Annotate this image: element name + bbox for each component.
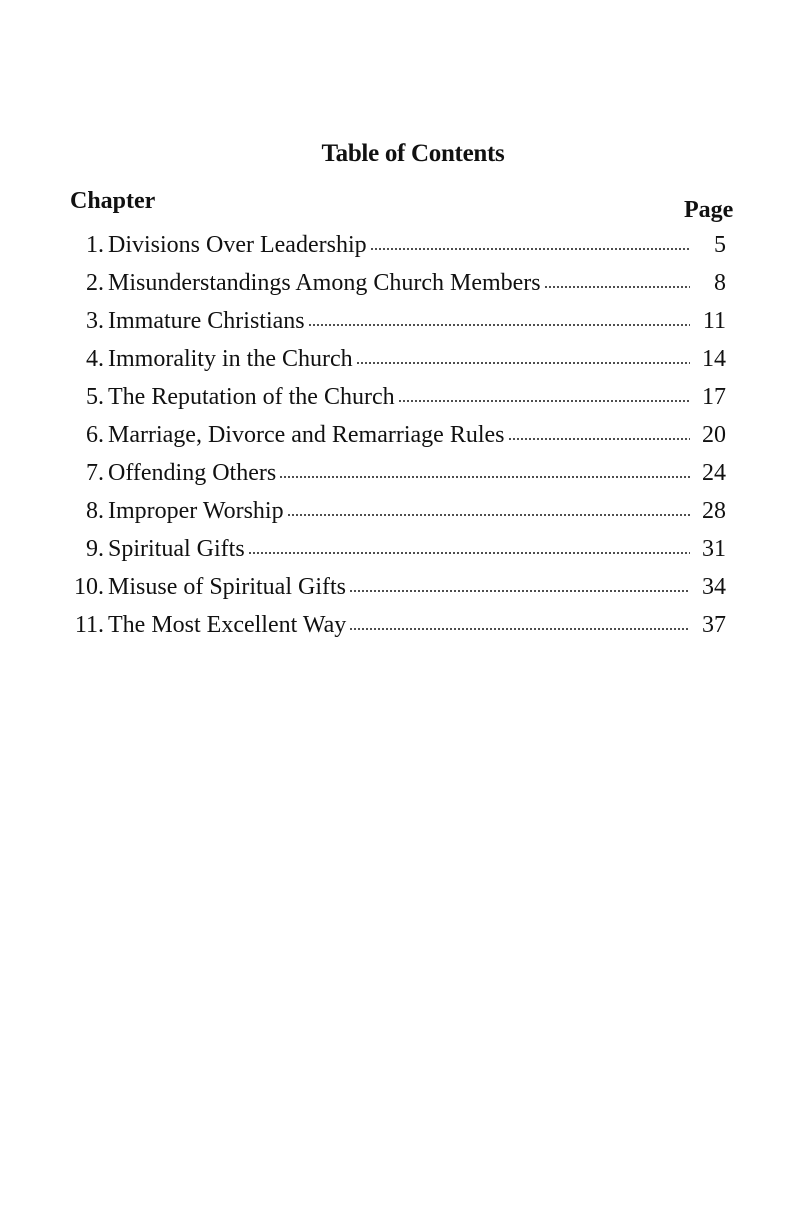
chapter-title: The Most Excellent Way — [108, 612, 347, 638]
toc-entry — [64, 226, 726, 264]
page-number: 11 — [702, 308, 726, 334]
chapter-title: Marriage, Divorce and Remarriage Rules — [108, 422, 505, 448]
page-column-header: Page — [684, 197, 734, 223]
dot-leader — [349, 588, 690, 594]
chapter-number: 1. — [86, 232, 104, 258]
page-number: 14 — [702, 346, 726, 372]
dot-leader — [370, 246, 690, 252]
chapter-number: 6. — [86, 422, 104, 448]
toc-entry — [64, 378, 726, 416]
page-number: 31 — [702, 536, 726, 562]
chapter-number: 11. — [74, 612, 104, 638]
chapter-number: 9. — [86, 536, 104, 562]
chapter-title: Spiritual Gifts — [108, 536, 245, 562]
toc-entry — [64, 264, 726, 302]
page-number: 20 — [702, 422, 726, 448]
chapter-title: Misuse of Spiritual Gifts — [108, 574, 346, 600]
chapter-title: Improper Worship — [108, 498, 284, 524]
page-number: 24 — [702, 460, 726, 486]
chapter-number: 2. — [86, 270, 104, 296]
dot-leader — [308, 322, 690, 328]
toc-entry — [64, 302, 726, 340]
chapter-title: Misunderstandings Among Church Members — [108, 270, 541, 296]
toc-entry — [64, 568, 726, 606]
dot-leader — [398, 398, 690, 404]
dot-leader — [279, 474, 690, 480]
chapter-title: The Reputation of the Church — [108, 384, 395, 410]
chapter-number: 7. — [86, 460, 104, 486]
chapter-number: 4. — [86, 346, 104, 372]
page-number: 17 — [702, 384, 726, 410]
chapter-title: Immorality in the Church — [108, 346, 353, 372]
page-number: 34 — [702, 574, 726, 600]
page-number: 37 — [702, 612, 726, 638]
dot-leader — [356, 360, 690, 366]
page-number: 8 — [714, 270, 726, 296]
chapter-title: Immature Christians — [108, 308, 305, 334]
page-number: 28 — [702, 498, 726, 524]
table-of-contents — [64, 226, 726, 644]
chapter-number: 3. — [86, 308, 104, 334]
page-number: 5 — [714, 232, 726, 258]
toc-entry — [64, 416, 726, 454]
toc-entry — [64, 492, 726, 530]
chapter-number: 10. — [74, 574, 104, 600]
dot-leader — [349, 626, 690, 632]
page-title: Table of Contents — [321, 140, 505, 167]
chapter-number: 8. — [86, 498, 104, 524]
toc-entry — [64, 606, 726, 644]
dot-leader — [508, 436, 690, 442]
dot-leader — [287, 512, 690, 518]
toc-entry — [64, 530, 726, 568]
dot-leader — [248, 550, 690, 556]
chapter-title: Offending Others — [108, 460, 277, 486]
chapter-number: 5. — [86, 384, 104, 410]
toc-entry — [64, 340, 726, 378]
dot-leader — [544, 284, 690, 290]
chapter-column-header: Chapter — [70, 188, 156, 214]
toc-entry — [64, 454, 726, 492]
chapter-title: Divisions Over Leadership — [108, 232, 367, 258]
